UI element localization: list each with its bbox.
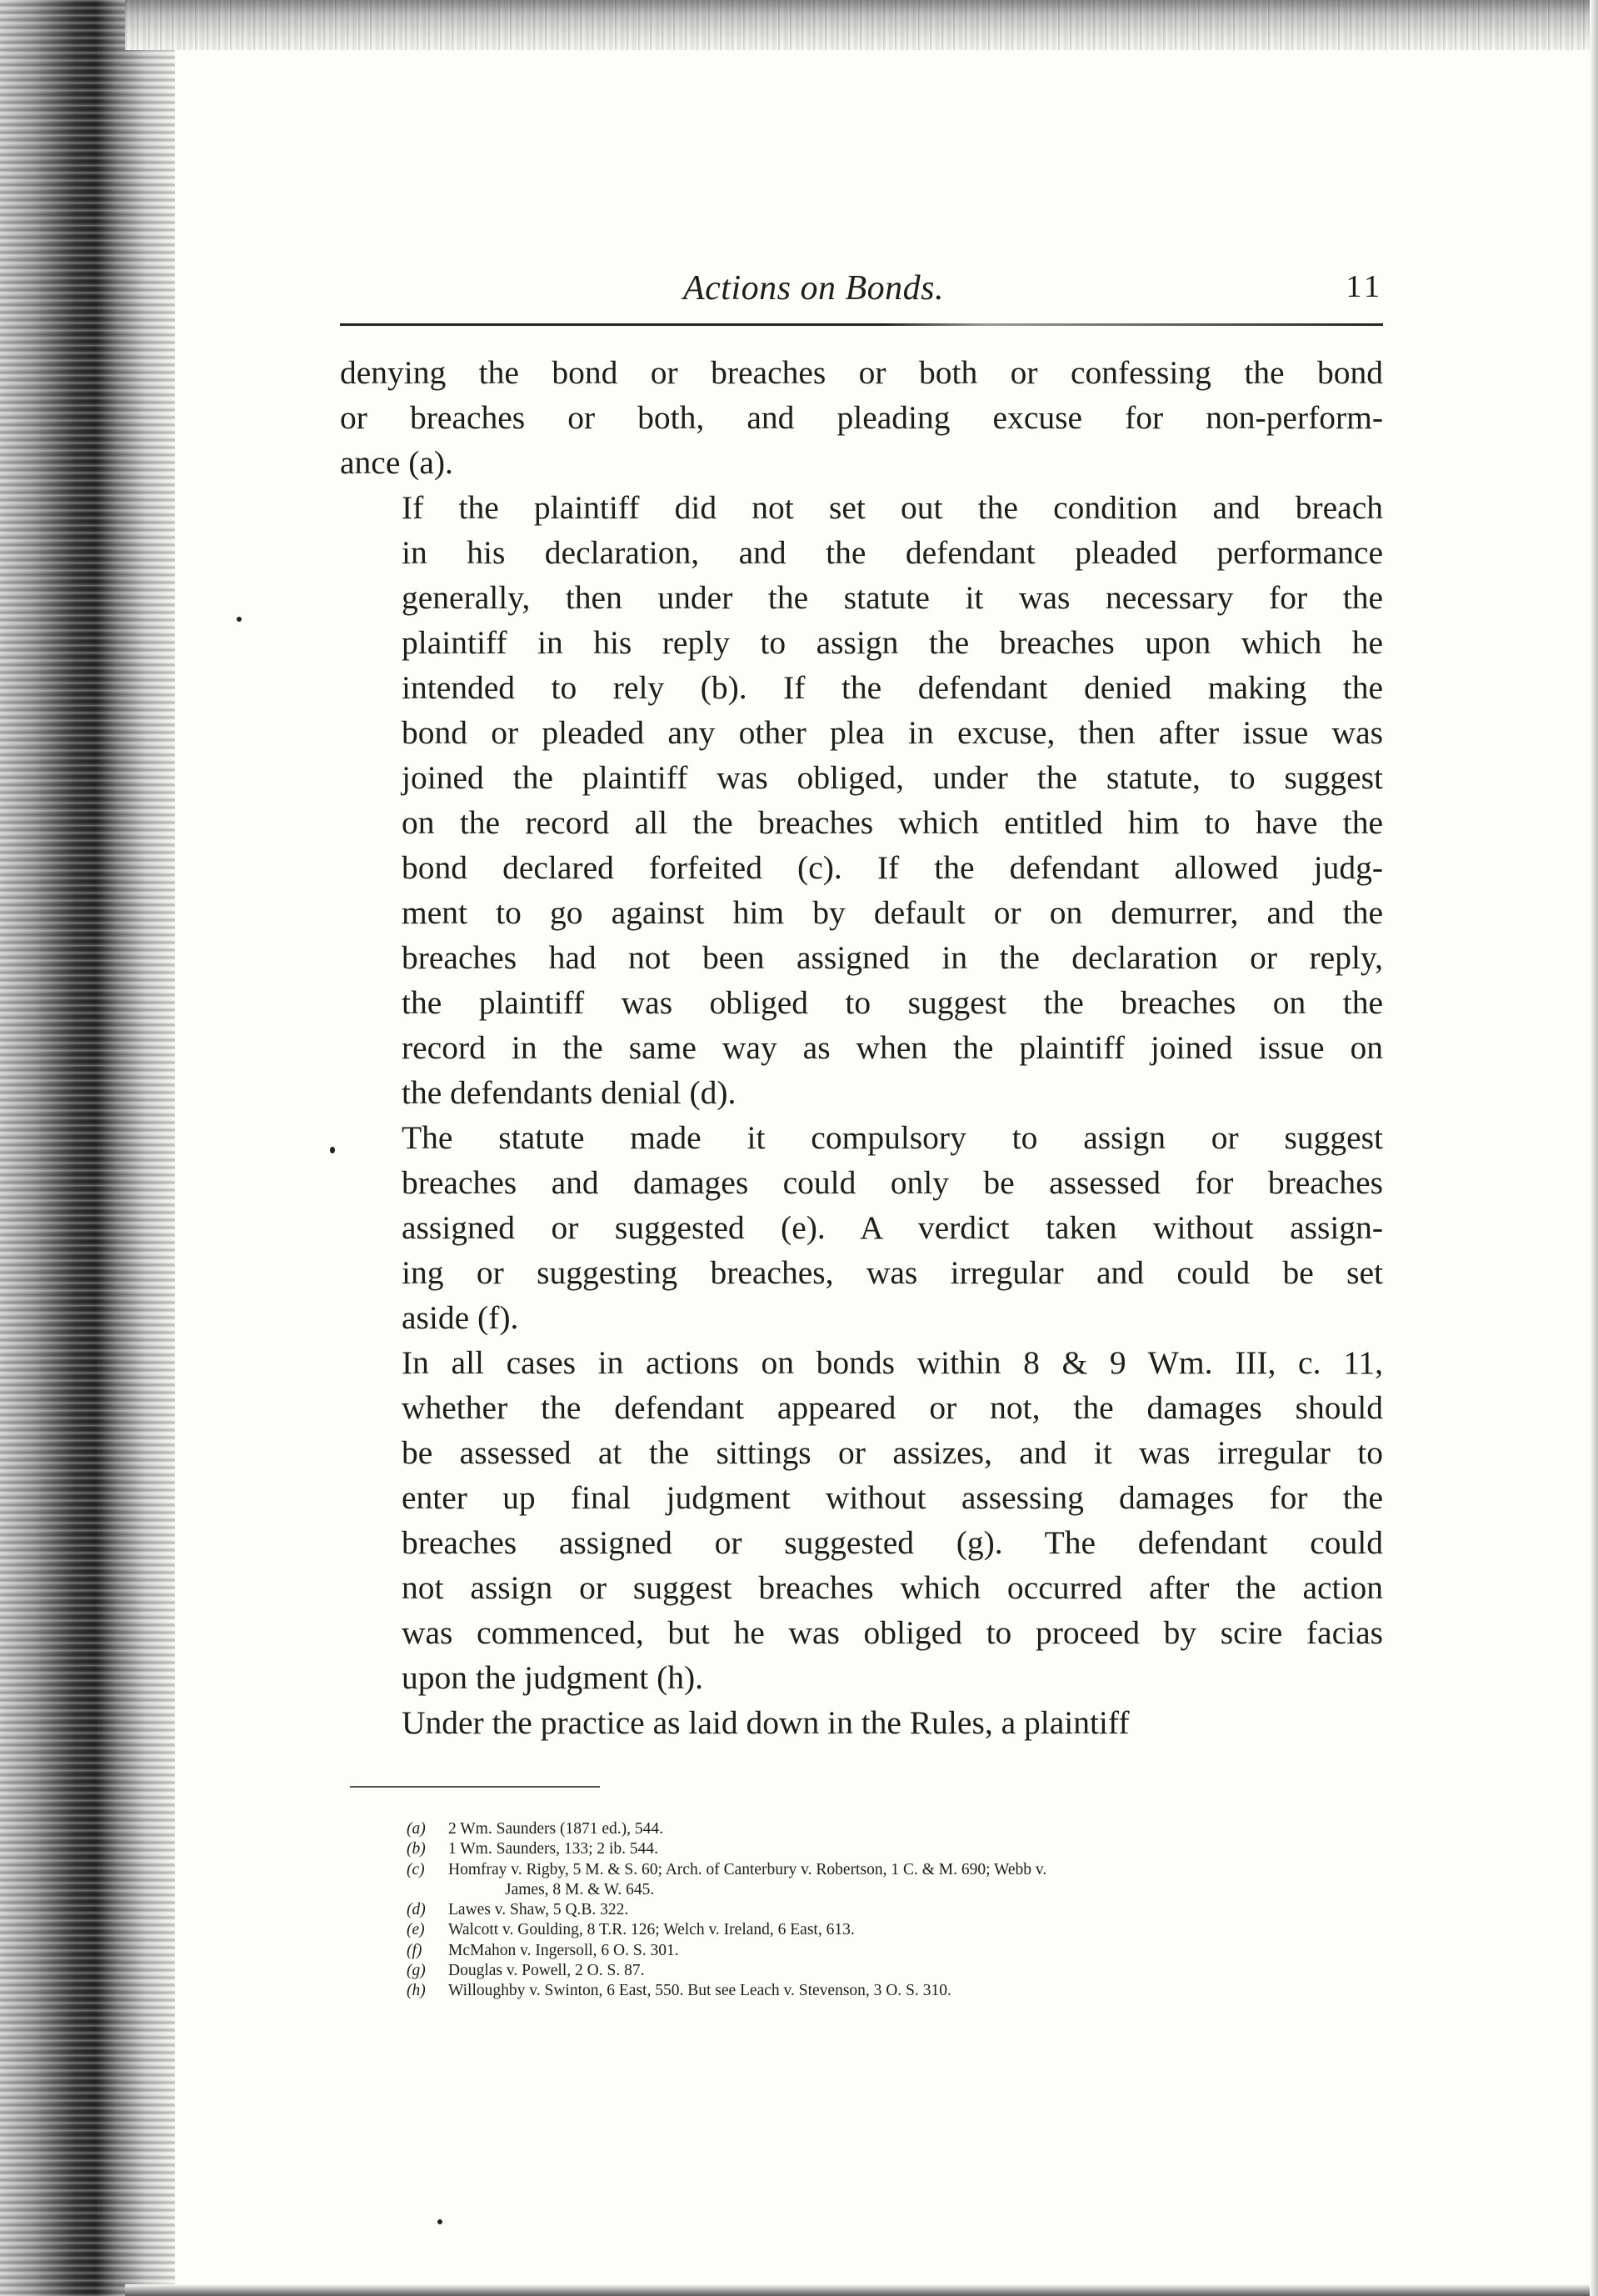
footnote <box>407 1981 1390 2001</box>
footnote-text: Homfray v. Rigby, 5 M. & S. 60; Arch. of Canterbury v. Robertson, 1 C. & M. 690; Webb v. <box>448 1860 1047 1878</box>
text-line: aside (f). <box>402 1299 519 1336</box>
text-line: breaches had not been assigned in the declaration or reply, <box>402 939 1383 976</box>
footnote <box>407 1941 1390 1961</box>
footnote-text: James, 8 M. & W. 645. <box>505 1880 655 1898</box>
footnotes <box>407 1819 1390 2002</box>
footnote-mark: (e) <box>407 1921 425 1939</box>
footnote-text: 1 Wm. Saunders, 133; 2 ib. 544. <box>448 1840 659 1858</box>
scanned-binding-edge <box>0 0 175 2296</box>
ink-speck <box>237 617 242 622</box>
text-line: plaintiff in his reply to assign the breaches upon which he <box>402 624 1383 661</box>
text-line: the plaintiff was obliged to suggest the breaches on the <box>402 984 1383 1021</box>
text-line: whether the defendant appeared or not, the damages should <box>402 1389 1383 1426</box>
text-line: ing or suggesting breaches, was irregular and could be set <box>402 1254 1383 1291</box>
footnote <box>407 1920 1390 1940</box>
paragraph <box>340 350 1383 485</box>
footnote-mark: (d) <box>407 1901 426 1919</box>
footnote-text: 2 Wm. Saunders (1871 ed.), 544. <box>448 1820 663 1838</box>
paragraph <box>340 1115 1383 1340</box>
footnote-text: McMahon v. Ingersoll, 6 O. S. 301. <box>448 1941 679 1959</box>
text-line: ance (a). <box>340 444 453 481</box>
footnote <box>407 1961 1390 1981</box>
text-line: enter up final judgment without assessing damages for the <box>402 1479 1383 1516</box>
footnote <box>407 1860 1390 1880</box>
header-rule <box>340 323 1383 326</box>
text-line: If the plaintiff did not set out the condition and breach <box>402 489 1383 526</box>
text-line: the defendants denial (d). <box>402 1074 737 1111</box>
paragraph <box>340 485 1383 1115</box>
running-title: Actions on Bonds. <box>683 269 944 308</box>
footnote-text: Walcott v. Goulding, 8 T.R. 126; Welch v. Ireland, 6 East, 613. <box>448 1921 855 1939</box>
ink-speck <box>330 1147 335 1153</box>
text-line: upon the judgment (h). <box>402 1659 704 1696</box>
footnote-text: Douglas v. Powell, 2 O. S. 87. <box>448 1962 645 1980</box>
text-line: ment to go against him by default or on demurrer, and the <box>402 894 1383 931</box>
footnote-mark: (h) <box>407 1982 426 2000</box>
footnote-text: Lawes v. Shaw, 5 Q.B. 322. <box>448 1901 629 1919</box>
text-line: Under the practice as laid down in the Rules, a plaintiff <box>402 1704 1130 1741</box>
text-line: bond or pleaded any other plea in excuse, then after issue was <box>402 714 1383 751</box>
text-line: was commenced, but he was obliged to proceed by scire facias <box>402 1614 1383 1651</box>
footnote-mark: (c) <box>407 1860 425 1878</box>
text-line: In all cases in actions on bonds within 8 & 9 Wm. III, c. 11, <box>402 1344 1383 1381</box>
text-line: breaches assigned or suggested (g). The defendant could <box>402 1524 1383 1561</box>
body-text <box>340 350 1383 1745</box>
text-line: generally, then under the statute it was necessary for the <box>402 579 1383 616</box>
text-line: or breaches or both, and pleading excuse for non-perform- <box>340 399 1383 436</box>
footnote-mark: (f) <box>407 1941 422 1959</box>
scanned-right-edge <box>1590 0 1598 2296</box>
page-number: 11 <box>1346 269 1383 304</box>
text-line: in his declaration, and the defendant pleaded performance <box>402 534 1383 571</box>
footnote <box>407 1819 1390 1839</box>
footnote <box>407 1900 1390 1920</box>
running-header <box>340 268 1383 318</box>
text-line: The statute made it compulsory to assign or suggest <box>402 1119 1383 1156</box>
footnote-continuation <box>407 1880 1390 1900</box>
text-line: record in the same way as when the plaintiff joined issue on <box>402 1029 1383 1066</box>
scanned-top-edge <box>125 0 1598 50</box>
footnote <box>407 1839 1390 1859</box>
text-line: denying the bond or breaches or both or confessing the bond <box>340 354 1383 391</box>
text-line: breaches and damages could only be assessed for breaches <box>402 1164 1383 1201</box>
ink-speck <box>437 2219 442 2224</box>
footnote-text: Willoughby v. Swinton, 6 East, 550. But see Leach v. Stevenson, 3 O. S. 310. <box>448 1982 951 2000</box>
footnote-rule <box>350 1786 600 1788</box>
footnote-mark: (g) <box>407 1962 426 1980</box>
text-line: be assessed at the sittings or assizes, and it was irregular to <box>402 1434 1383 1471</box>
scanned-bottom-edge <box>125 2284 1598 2296</box>
text-line: bond declared forfeited (c). If the defendant allowed judg- <box>402 849 1383 886</box>
footnote-mark: (a) <box>407 1820 426 1838</box>
text-line: joined the plaintiff was obliged, under the statute, to suggest <box>402 759 1383 796</box>
text-line: intended to rely (b). If the defendant denied making the <box>402 669 1383 706</box>
text-line: assigned or suggested (e). A verdict taken without assign- <box>402 1209 1383 1246</box>
text-line: not assign or suggest breaches which occurred after the action <box>402 1569 1383 1606</box>
text-line: on the record all the breaches which entitled him to have the <box>402 804 1383 841</box>
paragraph <box>340 1340 1383 1700</box>
paragraph <box>340 1700 1383 1745</box>
footnote-mark: (b) <box>407 1840 426 1858</box>
